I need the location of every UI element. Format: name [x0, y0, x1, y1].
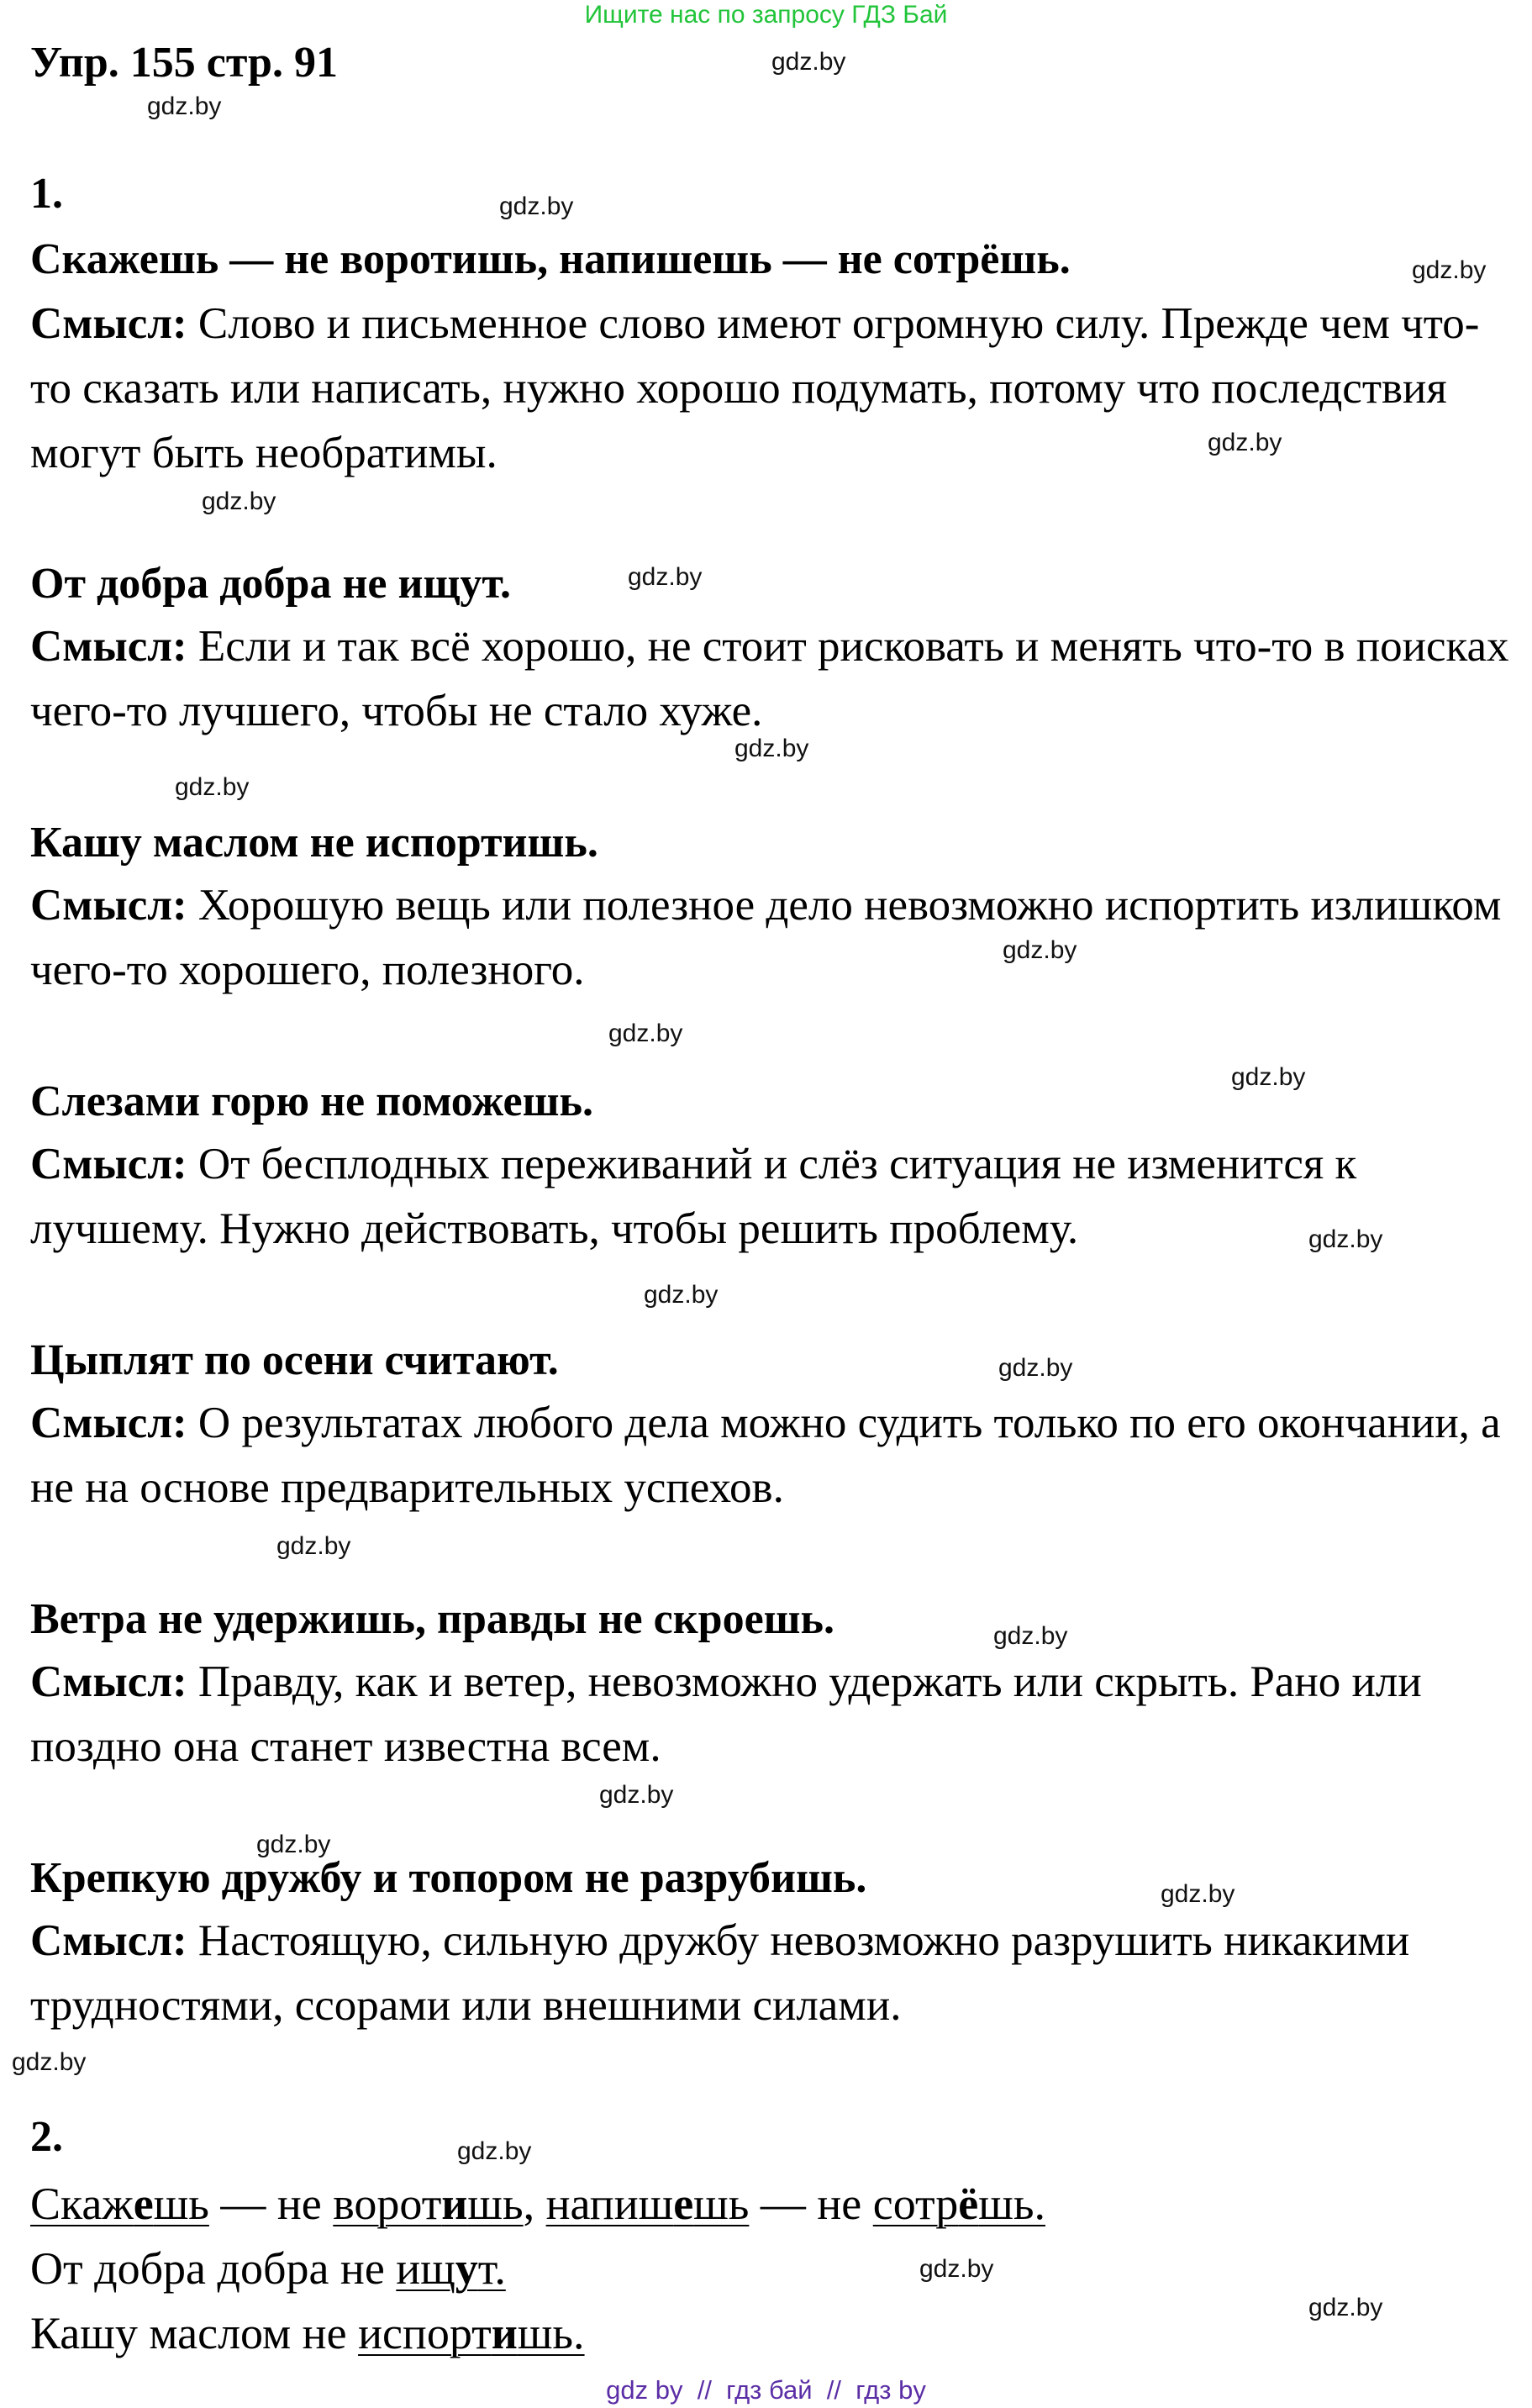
watermark: gdz.by: [993, 1622, 1068, 1650]
watermark: gdz.by: [276, 1532, 351, 1560]
meaning-2: [30, 614, 1518, 744]
meaning-1: [30, 292, 1518, 486]
meaning-3: [30, 873, 1518, 1003]
banner-search-hint: Ищите нас по запросу ГДЗ Бай: [584, 1, 948, 29]
exercise-title: Упр. 155 стр. 91: [30, 39, 338, 87]
watermark: gdz.by: [734, 735, 809, 762]
meaning-text: Хорошую вещь или полезное дело невозможно испортить излишком чего-то хорошего, полезного.: [30, 881, 1502, 994]
meaning-text: О результатах любого дела можно судить только по его окончании, а не на основе предварительных успехов.: [30, 1399, 1501, 1512]
watermark: gdz.by: [499, 192, 574, 220]
meaning-label: Смысл:: [30, 1140, 187, 1188]
meaning-label: Смысл:: [30, 622, 187, 671]
watermark: gdz.by: [919, 2255, 994, 2283]
part2-line-2: От добра добра не ищут.: [30, 2243, 506, 2294]
verb-underlined: ищут.: [396, 2243, 506, 2294]
watermark: gdz.by: [175, 773, 250, 801]
watermark: gdz.by: [628, 563, 703, 591]
proverb-2: От добра добра не ищут.: [30, 560, 511, 608]
proverb-5: Цыплят по осени считают.: [30, 1336, 559, 1384]
meaning-text: От бесплодных переживаний и слёз ситуация не изменится к лучшему. Нужно действовать, чтобы решить проблему.: [30, 1140, 1357, 1253]
part-2-number: 2.: [30, 2113, 63, 2161]
meaning-label: Смысл:: [30, 1657, 187, 1706]
watermark: gdz.by: [1308, 1225, 1383, 1253]
verb-underlined: испортишь.: [358, 2308, 585, 2358]
meaning-label: Смысл:: [30, 1916, 187, 1965]
meaning-text: Слово и письменное слово имеют огромную силу. Прежде чем что-то сказать или написать, нужно хорошо подумать, потому что последствия могут быть необратимы.: [30, 299, 1480, 477]
meaning-4: [30, 1132, 1518, 1262]
verb-underlined: напишешь: [545, 2179, 750, 2229]
watermark: gdz.by: [1231, 1063, 1306, 1091]
watermark: gdz.by: [599, 1781, 674, 1809]
meaning-6: [30, 1650, 1518, 1779]
meaning-text: Правду, как и ветер, невозможно удержать или скрыть. Рано или поздно она станет известна всем.: [30, 1657, 1422, 1771]
part2-line-3: Кашу маслом не испортишь.: [30, 2308, 585, 2358]
watermark: gdz.by: [1161, 1880, 1235, 1908]
meaning-label: Смысл:: [30, 299, 187, 348]
watermark: gdz.by: [998, 1354, 1073, 1382]
watermark: gdz.by: [457, 2137, 532, 2165]
proverb-3: Кашу маслом не испортишь.: [30, 819, 598, 867]
watermark: gdz.by: [1412, 256, 1487, 284]
verb-underlined: воротишь: [333, 2179, 524, 2229]
watermark: gdz.by: [771, 48, 846, 76]
watermark: gdz.by: [202, 487, 276, 515]
watermark: gdz.by: [147, 92, 222, 120]
meaning-label: Смысл:: [30, 1399, 187, 1447]
watermark: gdz.by: [1208, 429, 1282, 456]
meaning-5: [30, 1391, 1518, 1520]
meaning-text: Настоящую, сильную дружбу невозможно разрушить никакими трудностями, ссорами или внешними силами.: [30, 1916, 1410, 2030]
proverb-7: Крепкую дружбу и топором не разрубишь.: [30, 1854, 867, 1902]
meaning-label: Смысл:: [30, 881, 187, 930]
meaning-text: Если и так всё хорошо, не стоит рисковать и менять что-то в поисках чего-то лучшего, чтобы не стало хуже.: [30, 622, 1509, 735]
footer-links[interactable]: gdz by // гдз бай // гдз by: [606, 2375, 926, 2405]
part2-line-1: Скажешь — не воротишь, напишешь — не сотрёшь.: [30, 2179, 1045, 2229]
part-1-number: 1.: [30, 170, 63, 218]
proverb-4: Слезами горю не поможешь.: [30, 1078, 594, 1125]
proverb-6: Ветра не удержишь, правды не скроешь.: [30, 1595, 835, 1643]
watermark: gdz.by: [1308, 2294, 1383, 2321]
watermark: gdz.by: [12, 2048, 87, 2076]
proverb-1: Скажешь — не воротишь, напишешь — не сотрёшь.: [30, 235, 1071, 283]
watermark: gdz.by: [608, 1020, 683, 1047]
watermark: gdz.by: [1003, 936, 1077, 964]
meaning-7: [30, 1909, 1518, 2038]
verb-underlined: Скажешь: [30, 2179, 209, 2229]
watermark: gdz.by: [644, 1281, 719, 1309]
watermark: gdz.by: [256, 1831, 331, 1858]
verb-underlined: сотрёшь.: [872, 2179, 1045, 2229]
